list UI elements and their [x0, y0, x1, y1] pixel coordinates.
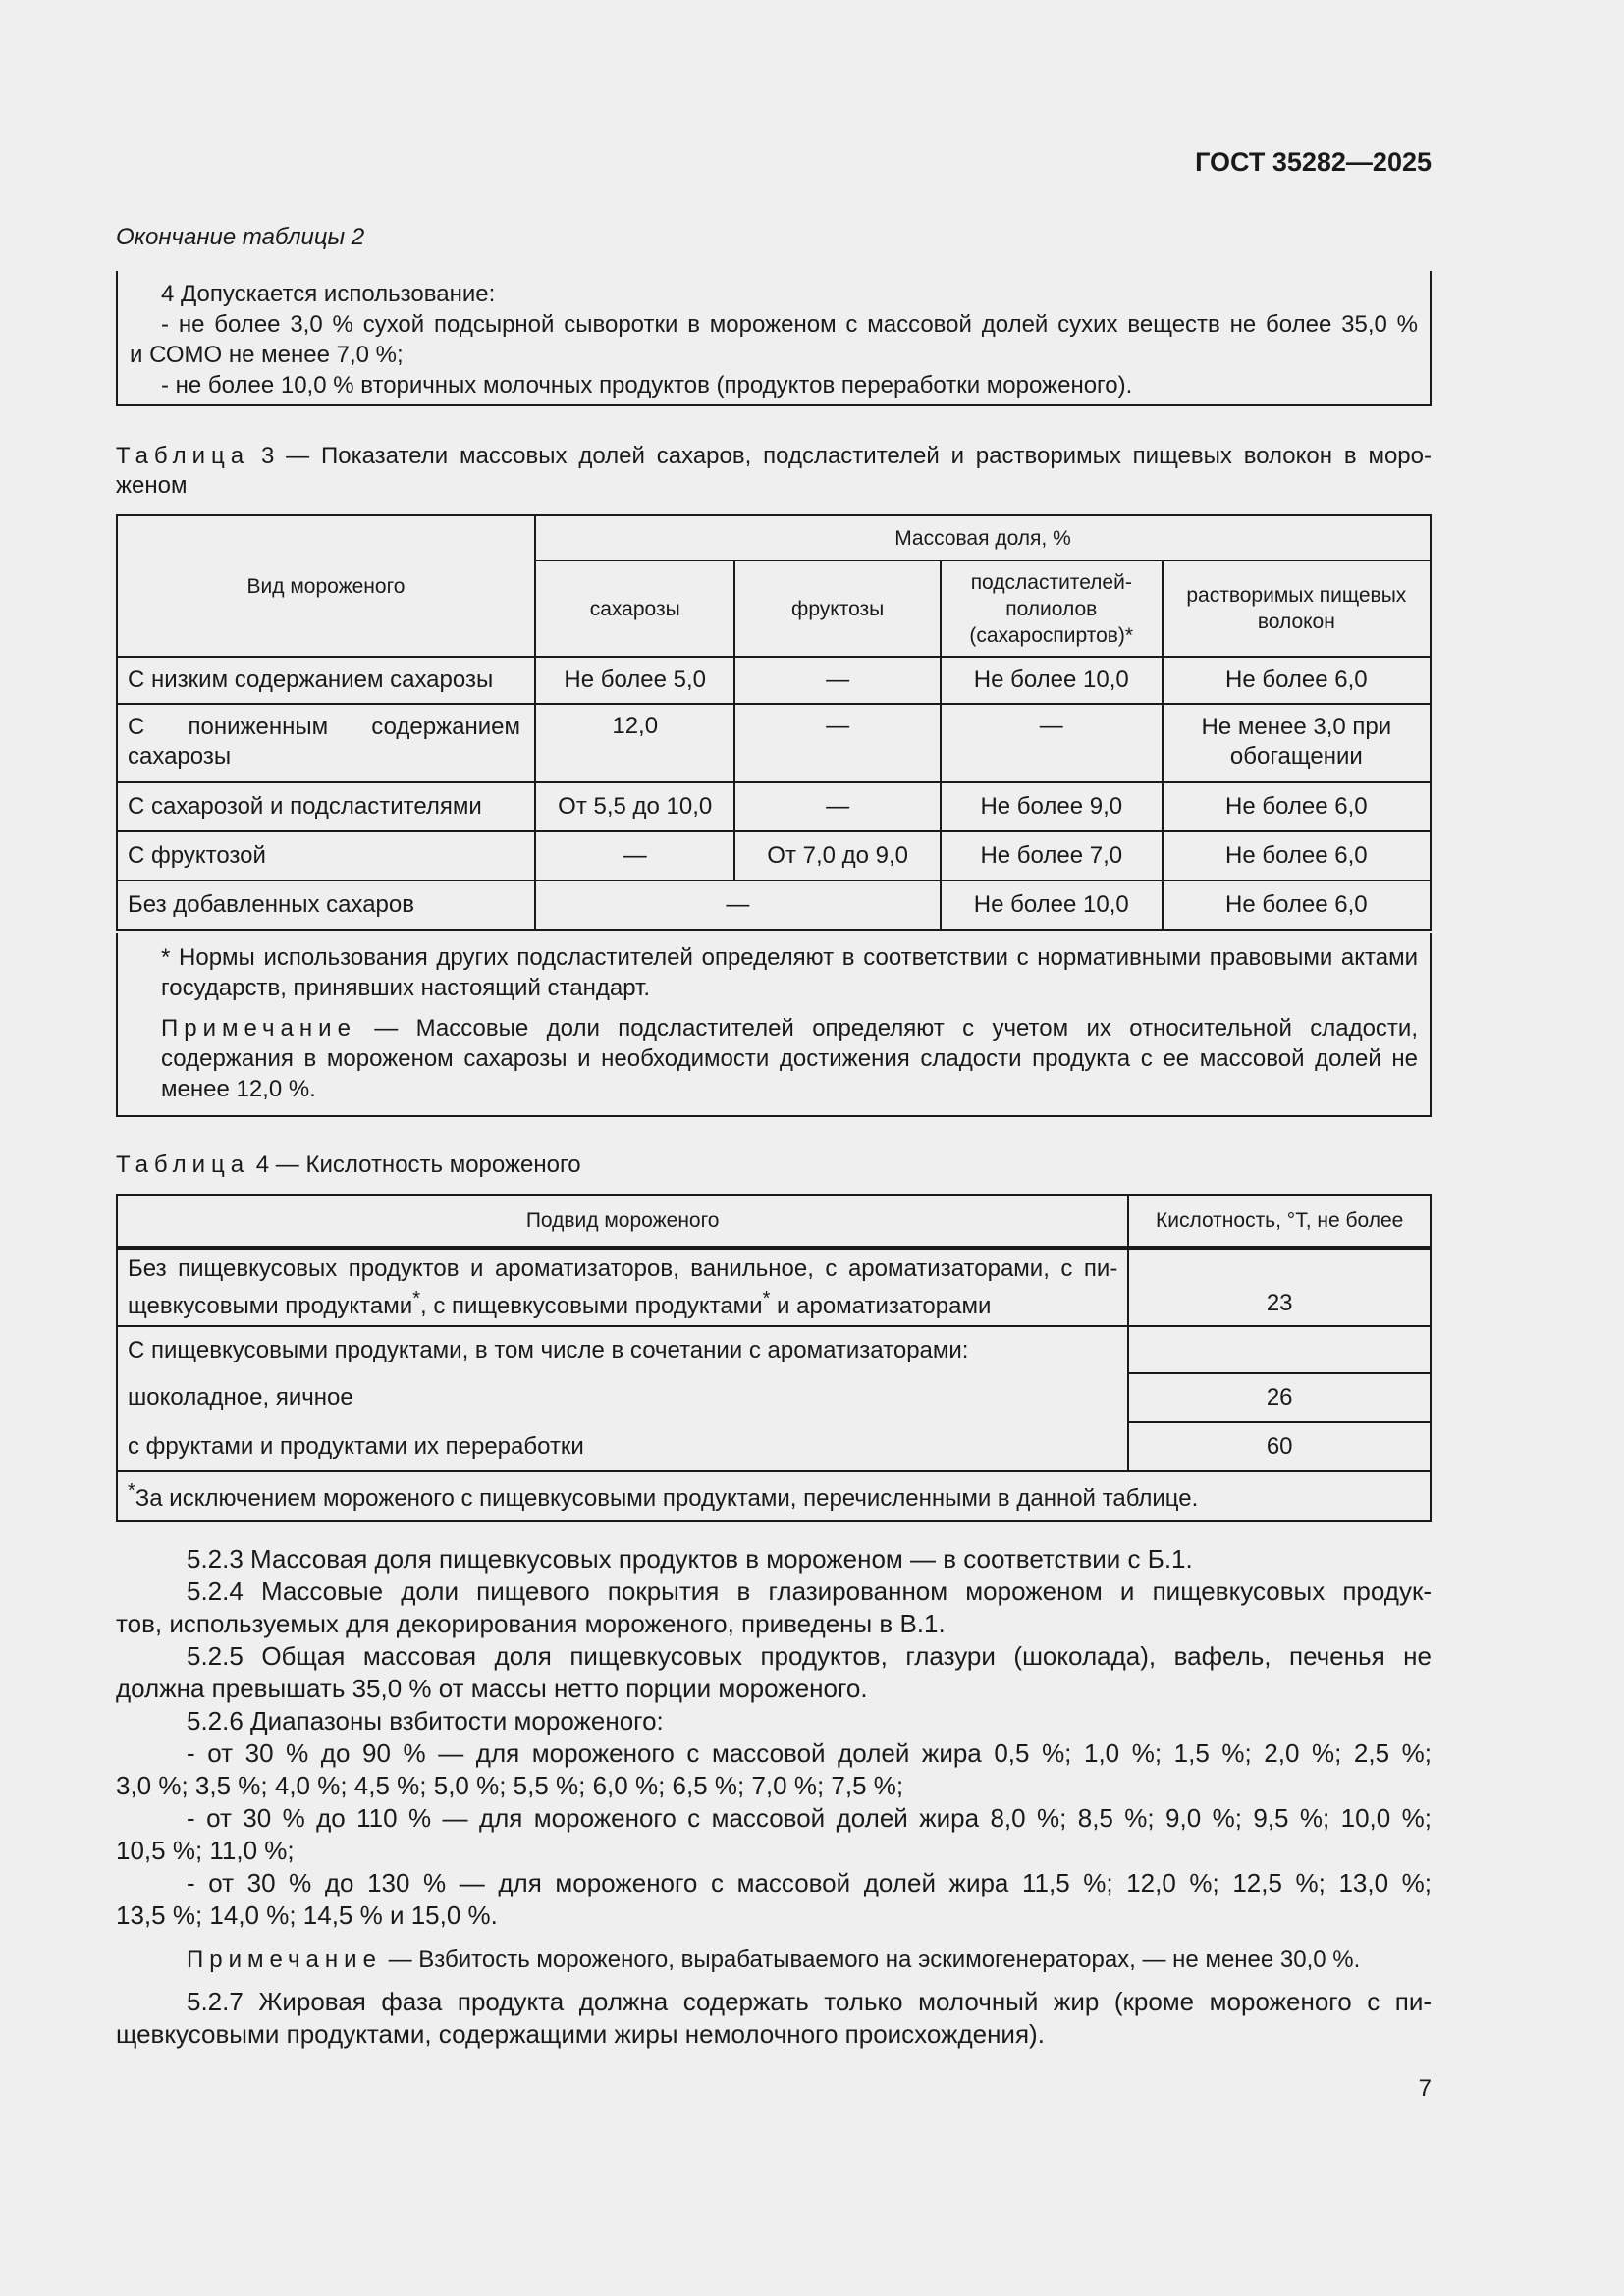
table3-cell: Не более 6,0: [1163, 782, 1431, 831]
table3-cell: Не менее 3,0 при обогащении: [1163, 704, 1431, 782]
table3-cell: —: [734, 704, 940, 782]
table2-line: - не более 10,0 % вторичных молочных продуктов (продуктов переработки мороженого).: [161, 372, 1133, 399]
table3: [116, 514, 1432, 931]
document-code: ГОСТ 35282—2025: [1195, 147, 1432, 177]
table3-cell: Не более 9,0: [941, 782, 1163, 831]
list-item: 10,5 %; 11,0 %;: [116, 1836, 295, 1865]
continuation-caption: Окончание таблицы 2: [116, 224, 365, 250]
table4-row: шоколадное, яичное: [117, 1373, 1128, 1422]
table3-row-kind: С низким содержанием сахарозы: [117, 657, 535, 704]
table2-line: 4 Допускается использование:: [161, 281, 496, 307]
table3-row-kind: С сахарозой и подсластителями: [117, 782, 535, 831]
table3-footnotes: [116, 933, 1432, 1117]
paragraph: 5.2.6 Диапазоны взбитости мороженого:: [187, 1706, 664, 1735]
table3-cell: —: [734, 782, 940, 831]
table3-cell: —: [535, 881, 941, 930]
table3-footnote: * Нормы использования других подсластителей определяют в соответствии с нормативными правовыми актами государств, принявших настоящий стандарт.: [161, 944, 1418, 1001]
paragraph: щевкусовыми продуктами, содержащими жиры немолочного происхождения).: [116, 2019, 1045, 2049]
table2-line: и СОМО не менее 7,0 %;: [130, 342, 404, 368]
table3-head-col: сахарозы: [535, 561, 734, 657]
table3-cell: Не более 6,0: [1163, 657, 1431, 704]
table3-head-col: растворимых пищевых волокон: [1163, 561, 1431, 657]
table4: [116, 1194, 1432, 1522]
table2-end-box: [116, 271, 1432, 406]
table3-cell: Не более 10,0: [941, 657, 1163, 704]
table4-row: Без пищевкусовых продуктов и ароматизаторов, ванильное, с ароматизаторами, с пи- щевкусовыми продуктами*, с пищевкусовыми продуктами* и ароматизаторами: [117, 1248, 1128, 1326]
table4-value: 26: [1128, 1373, 1431, 1422]
list-item: - от 30 % до 110 % — для мороженого с массовой долей жира 8,0 %; 8,5 %; 9,0 %; 9,5 %; 10,0 %;: [187, 1803, 1432, 1833]
table3-cell: Не более 6,0: [1163, 831, 1431, 881]
table3-cell: Не более 10,0: [941, 881, 1163, 930]
table2-line: - не более 3,0 % сухой подсырной сыворотки в мороженом с массовой долей сухих веществ не более 35,0 %: [161, 311, 1418, 338]
table3-cell: От 5,5 до 10,0: [535, 782, 734, 831]
table3-note: Примечание — Массовые доли подсластителей определяют с учетом их относительной сладости, содержания в мороженом сахарозы и необходимости достижения сладости продукта с ее массовой долей не менее 12,0 %.: [161, 1015, 1418, 1102]
table4-group-row: С пищевкусовыми продуктами, в том числе в сочетании с ароматизаторами:: [117, 1326, 1128, 1373]
list-item: 3,0 %; 3,5 %; 4,0 %; 4,5 %; 5,0 %; 5,5 %; 6,0 %; 6,5 %; 7,0 %; 7,5 %;: [116, 1771, 904, 1800]
table3-head-group: Массовая доля, %: [535, 515, 1431, 561]
table3-head-col: подсластителей-полиолов (сахароспиртов)*: [941, 561, 1163, 657]
table4-value: 23: [1128, 1248, 1431, 1326]
note: Примечание — Взбитость мороженого, вырабатываемого на эскимогенераторах, — не менее 30,0 %.: [187, 1947, 1361, 1973]
table3-cell: —: [535, 831, 734, 881]
paragraph: 5.2.4 Массовые доли пищевого покрытия в глазированном мороженом и пищевкусовых продук-: [187, 1576, 1432, 1606]
paragraph: тов, используемых для декорирования мороженого, приведены в В.1.: [116, 1609, 946, 1638]
table4-row: с фруктами и продуктами их переработки: [117, 1422, 1128, 1471]
table3-cell: Не более 5,0: [535, 657, 734, 704]
table3-caption: Таблица 3 — Показатели массовых долей сахаров, подсластителей и растворимых пищевых волокон в моро- женом: [116, 443, 1432, 499]
table3-head-col: фруктозы: [734, 561, 940, 657]
table3-cell: —: [734, 657, 940, 704]
list-item: 13,5 %; 14,0 %; 14,5 % и 15,0 %.: [116, 1900, 498, 1930]
table4-head-acidity: Кислотность, °Т, не более: [1128, 1195, 1431, 1248]
table3-head-kind: Вид мороженого: [117, 515, 535, 657]
table3-cell: 12,0: [535, 704, 734, 782]
paragraph: 5.2.5 Общая массовая доля пищевкусовых продуктов, глазури (шоколада), вафель, печенья не: [187, 1641, 1432, 1671]
table3-row-kind: Без добавленных сахаров: [117, 881, 535, 930]
paragraph: 5.2.3 Массовая доля пищевкусовых продуктов в мороженом — в соответствии с Б.1.: [187, 1544, 1193, 1574]
table3-row-kind: С пониженным содержанием сахарозы: [117, 704, 535, 782]
table4-value: 60: [1128, 1422, 1431, 1471]
page-number: 7: [1418, 2075, 1432, 2102]
table4-caption: Таблица 4 — Кислотность мороженого: [116, 1151, 581, 1178]
table3-cell: Не более 7,0: [941, 831, 1163, 881]
table3-cell: От 7,0 до 9,0: [734, 831, 940, 881]
table3-cell: Не более 6,0: [1163, 881, 1431, 930]
paragraph: 5.2.7 Жировая фаза продукта должна содержать только молочный жир (кроме мороженого с пи-: [187, 1987, 1432, 2016]
body-text: [116, 1543, 1432, 2051]
table4-footnote: *За исключением мороженого с пищевкусовыми продуктами, перечисленными в данной таблице.: [117, 1471, 1431, 1521]
list-item: - от 30 % до 130 % — для мороженого с массовой долей жира 11,5 %; 12,0 %; 12,5 %; 13,0 %;: [187, 1868, 1432, 1897]
paragraph: должна превышать 35,0 % от массы нетто порции мороженого.: [116, 1674, 868, 1703]
table3-row-kind: С фруктозой: [117, 831, 535, 881]
table4-head-subtype: Подвид мороженого: [117, 1195, 1128, 1248]
table4-value-empty: [1128, 1326, 1431, 1373]
table3-cell: —: [941, 704, 1163, 782]
list-item: - от 30 % до 90 % — для мороженого с массовой долей жира 0,5 %; 1,0 %; 1,5 %; 2,0 %; 2,5 %;: [187, 1738, 1432, 1768]
